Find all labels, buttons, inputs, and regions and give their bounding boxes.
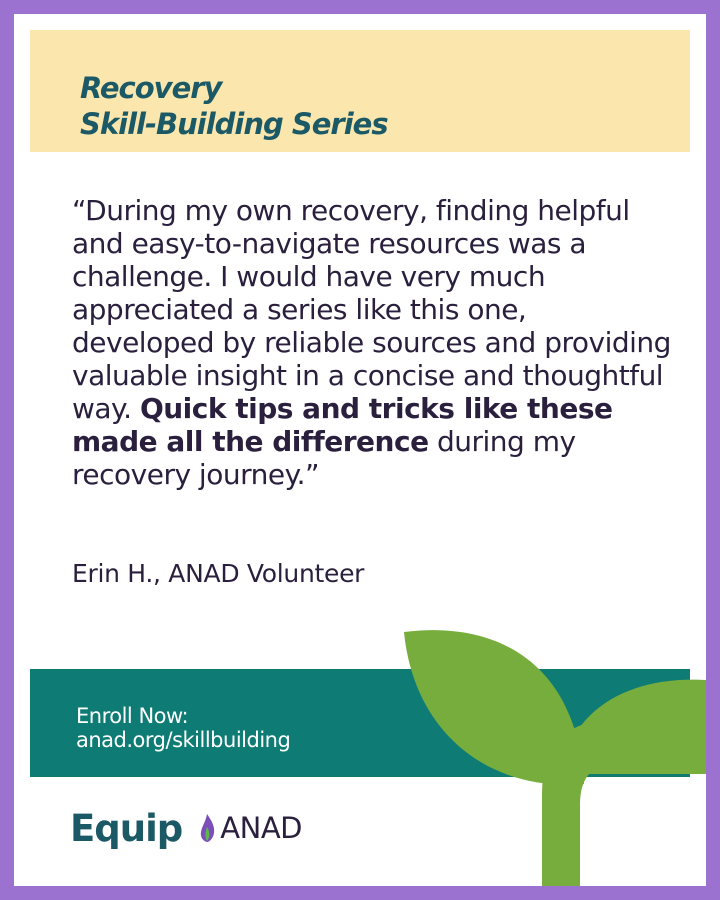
- title-line-2: Skill-Building Series: [80, 107, 388, 141]
- quote-text: “During my own recovery, finding helpful and easy-to-navigate resources was a challenge. I would have very much appreciated a series like this one, developed by reliable sources and providing valuable insight in a concise and thoughtful way.: [72, 194, 671, 425]
- anad-logo-text: ANAD: [220, 811, 302, 845]
- partner-logos: [70, 804, 302, 852]
- anad-logo: [198, 811, 302, 845]
- header-banner: [30, 30, 690, 152]
- enroll-text: [76, 704, 290, 752]
- enroll-link[interactable]: anad.org/skillbuilding: [76, 728, 291, 752]
- quote-text-end: during my recovery journey.”: [72, 425, 576, 491]
- quote-highlight: Quick tips and tricks like these made all the difference: [72, 392, 613, 458]
- title-line-1: Recovery: [80, 71, 222, 105]
- enroll-banner: [30, 669, 690, 777]
- equip-logo: Equip: [70, 806, 183, 850]
- anad-flame-icon: [198, 813, 216, 843]
- enroll-label: Enroll Now:: [76, 704, 189, 728]
- post-card: [14, 14, 706, 886]
- quote-attribution: Erin H., ANAD Volunteer: [72, 559, 365, 588]
- testimonial-quote: [72, 194, 672, 491]
- page-title: [80, 70, 388, 142]
